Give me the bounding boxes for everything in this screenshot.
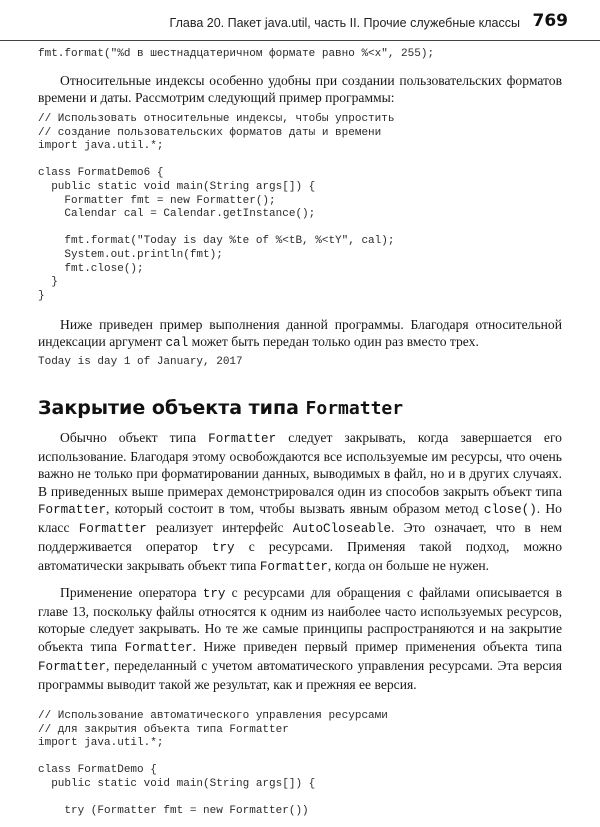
program-output-line: Today is day 1 of January, 2017 [38, 356, 243, 368]
paragraph-closing-formatter: Обычно объект типа Formatter следует закрывать, когда завершается его использование. Благодаря этому освобождаются все используемые им ресурсы, что очень важно не только при форматировании данных, выводимых в файл, но и в других случаях. В приведенных выше примерах демонстрировался один из способов закрыть объект типа Formatter, который состоит в том, чтобы вызвать явным образом метод close(). Но класс Formatter реализует интерфейс AutoCloseable. Это означает, что в нем поддерживается оператор try с ресурсами. Применяя такой подход, можно автоматически закрывать объект типа Formatter, когда он больше не нужен. [38, 430, 562, 575]
section-heading: Закрытие объекта типа Formatter [38, 397, 404, 419]
page-header [0, 10, 600, 41]
code-block-formatdemo6: // Использовать относительные индексы, чтобы упростить // создание пользовательских форматов даты и времени import java.util.*; class FormatDemo6 { public static void main(String args[]) { Formatter fmt = new Formatter(); Calendar cal = Calendar.getInstance(); fmt.format("Today is day %te of %<tB, %<tY", cal); System.out.println(fmt); fmt.close(); } } [38, 113, 395, 302]
paragraph-relative-indexes: Относительные индексы особенно удобны при создании пользовательских форматов времени и даты. Рассмотрим следующий пример программы: [38, 73, 562, 106]
chapter-title: Глава 20. Пакет java.util, часть II. Прочие служебные классы [169, 16, 520, 30]
code-block-formatdemo: // Использование автоматического управления ресурсами // для закрытия объекта типа Formatter import java.util.*; class FormatDemo { public static void main(String args[]) { try (Formatter fmt = new Formatter()) [38, 710, 388, 818]
paragraph-run-result: Ниже приведен пример выполнения данной программы. Благодаря относительной индексации аргумент cal может быть передан только один раз вместо трех. [38, 317, 562, 351]
paragraph-try-with-resources: Применение оператора try с ресурсами для обращения с файлами описывается в главе 13, поскольку файлы относятся к одним из наиболее часто используемых ресурсов, которые следует закрывать. Но те же самые принципы распространяются и на закрытие объекта типа Formatter. Ниже приведен первый пример применения объекта типа Formatter, переделанный с учетом автоматического управления ресурсами. Эта версия программы выводит такой же результат, как и прежняя ее версия. [38, 585, 563, 693]
page-number: 769 [532, 11, 568, 31]
code-line-format-hex: fmt.format("%d в шестнадцатеричном формате равно %<x", 255); [38, 48, 435, 60]
